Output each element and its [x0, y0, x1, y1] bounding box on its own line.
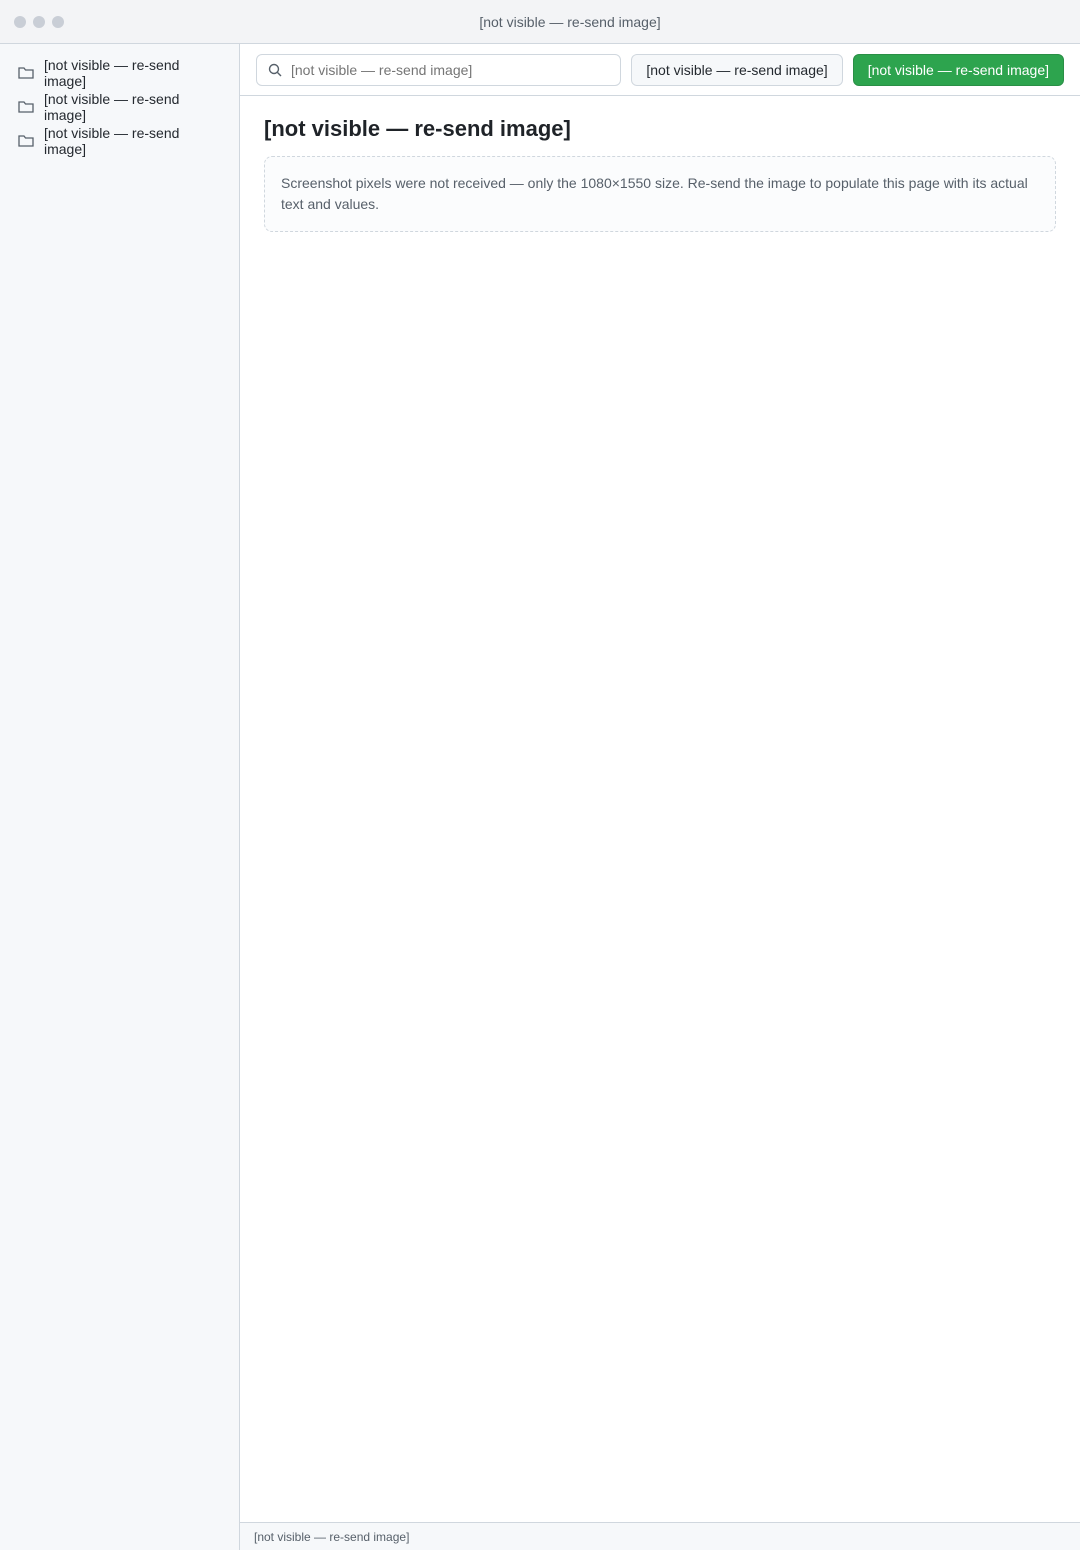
sidebar-item-label: [not visible — re-send image]: [44, 91, 180, 123]
search-box[interactable]: [256, 54, 621, 86]
folder-icon: [18, 65, 34, 81]
sidebar-item-label: [not visible — re-send image]: [44, 57, 180, 89]
window-controls: [14, 16, 64, 28]
status-bar: [240, 1522, 1080, 1550]
folder-icon: [18, 99, 34, 115]
page-title: [not visible — re-send image]: [264, 116, 571, 141]
title-bar: [0, 0, 1080, 44]
sidebar-item-1[interactable]: [8, 56, 231, 90]
folder-icon: [18, 133, 34, 149]
missing-image-notice: Screenshot pixels were not received — only the 1080×1550 size. Re-send the image to populate this page with its actual text and values.: [264, 156, 1056, 232]
search-icon: [267, 62, 283, 78]
secondary-button[interactable]: [not visible — re-send image]: [631, 54, 842, 86]
sidebar: [0, 44, 240, 1550]
status-text: [not visible — re-send image]: [254, 1529, 410, 1544]
app-body: [0, 44, 1080, 1550]
search-input[interactable]: [291, 62, 610, 78]
main-panel: [240, 44, 1080, 1550]
minimize-window-button[interactable]: [33, 16, 45, 28]
primary-button[interactable]: [not visible — re-send image]: [853, 54, 1064, 86]
window-title: [not visible — re-send image]: [479, 13, 661, 30]
sidebar-item-2[interactable]: [8, 90, 231, 124]
close-window-button[interactable]: [14, 16, 26, 28]
content-area: [240, 96, 1080, 1522]
sidebar-item-label: [not visible — re-send image]: [44, 125, 180, 157]
maximize-window-button[interactable]: [52, 16, 64, 28]
sidebar-item-3[interactable]: [8, 124, 231, 158]
toolbar: [240, 44, 1080, 96]
